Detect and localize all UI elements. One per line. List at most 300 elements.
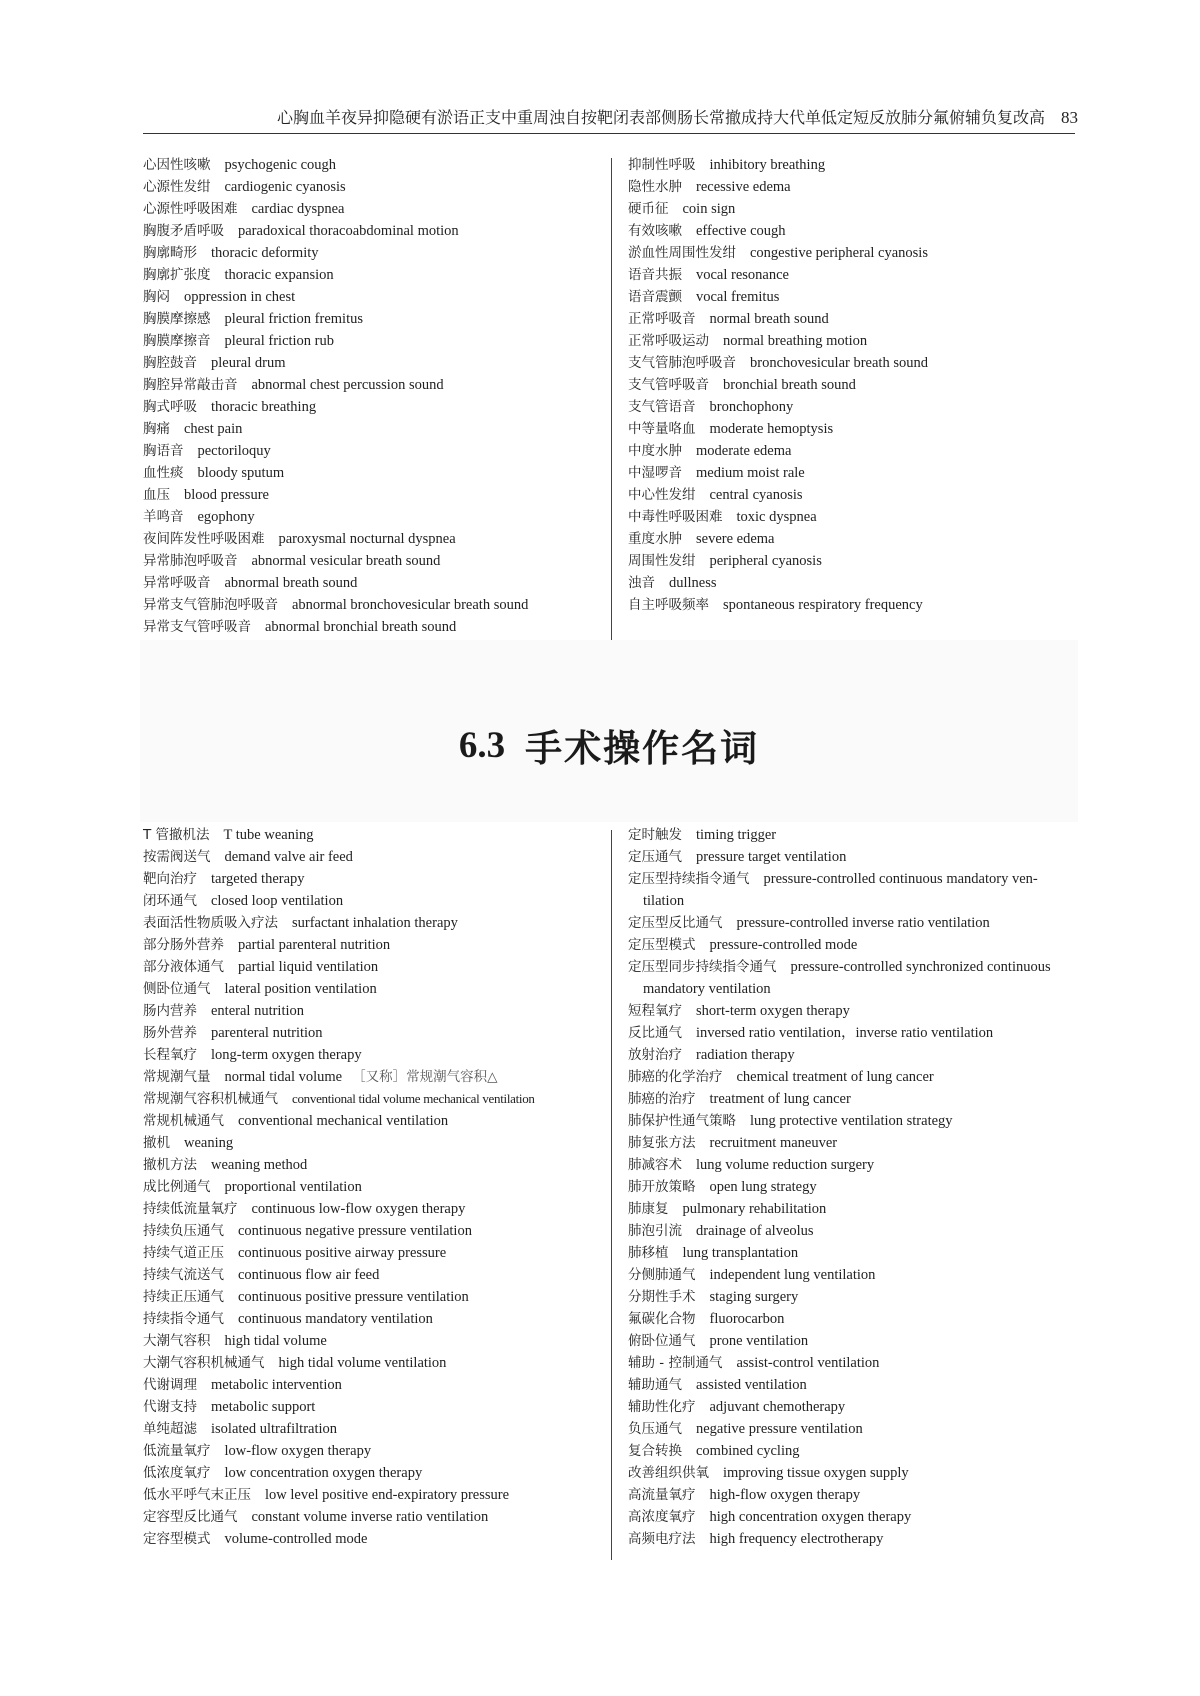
term-chinese: 肺开放策略 [628, 1179, 696, 1195]
glossary-entry [143, 506, 603, 528]
glossary-entry [143, 484, 603, 506]
term-english: pleural drum [211, 355, 286, 371]
term-english: staging surgery [709, 1289, 799, 1305]
glossary-entry [628, 1506, 1075, 1528]
term-english: recessive edema [696, 179, 791, 195]
term-english: psychogenic cough [224, 157, 337, 173]
glossary-column-left [143, 824, 603, 1550]
glossary-entry [628, 1462, 1075, 1484]
term-english: low-flow oxygen therapy [224, 1443, 372, 1459]
term-english: parenteral nutrition [211, 1025, 323, 1041]
glossary-entry [628, 1154, 1075, 1176]
term-english: weaning [184, 1135, 234, 1151]
term-chinese: 侧卧位通气 [143, 981, 211, 997]
term-chinese: 正常呼吸运动 [628, 333, 709, 349]
term-english: pressure-controlled inverse ratio ventilation [736, 915, 990, 931]
term-english: central cyanosis [709, 487, 803, 503]
term-english: dullness [669, 575, 717, 591]
term-english: chemical treatment of lung cancer [736, 1069, 934, 1085]
term-chinese: 持续气流送气 [143, 1267, 224, 1283]
glossary-entry [628, 1374, 1075, 1396]
term-chinese: 撤机方法 [143, 1157, 197, 1173]
term-english: continuous low-flow oxygen therapy [251, 1201, 466, 1217]
glossary-entry [628, 1440, 1075, 1462]
glossary-entry [628, 440, 1075, 462]
term-chinese: 持续低流量氧疗 [143, 1201, 238, 1217]
term-english: constant volume inverse ratio ventilation [251, 1509, 489, 1525]
term-english: lung volume reduction surgery [696, 1157, 875, 1173]
term-english: radiation therapy [696, 1047, 795, 1063]
term-english: independent lung ventilation [709, 1267, 876, 1283]
term-chinese: 正常呼吸音 [628, 311, 696, 327]
term-chinese: 短程氧疗 [628, 1003, 682, 1019]
term-english: demand valve air feed [224, 849, 353, 865]
glossary-entry [143, 1440, 603, 1462]
glossary-entry [143, 396, 603, 418]
glossary-entry [143, 934, 603, 956]
term-chinese: 辅助性化疗 [628, 1399, 696, 1415]
term-chinese: 胸廓扩张度 [143, 267, 211, 283]
term-english: short-term oxygen therapy [696, 1003, 850, 1019]
term-chinese: 语音共振 [628, 267, 682, 283]
term-english: chest pain [184, 421, 243, 437]
term-chinese: 表面活性物质吸入疗法 [143, 915, 278, 931]
term-english: high frequency electrotherapy [709, 1531, 884, 1547]
term-chinese: 持续负压通气 [143, 1223, 224, 1239]
term-chinese: 抑制性呼吸 [628, 157, 696, 173]
term-chinese: 大潮气容积 [143, 1333, 211, 1349]
term-english: abnormal bronchovesicular breath sound [292, 597, 529, 613]
glossary-entry [628, 264, 1075, 286]
glossary-entry [628, 1484, 1075, 1506]
term-chinese: 定容型模式 [143, 1531, 211, 1547]
glossary-entry [628, 374, 1075, 396]
glossary-entry [143, 1528, 603, 1550]
term-english: bronchovesicular breath sound [750, 355, 928, 371]
term-chinese: 成比例通气 [143, 1179, 211, 1195]
term-chinese: 放射治疗 [628, 1047, 682, 1063]
term-english: assist-control ventilation [736, 1355, 880, 1371]
term-chinese: 闭环通气 [143, 893, 197, 909]
term-english: bloody sputum [197, 465, 285, 481]
glossary-entry [628, 1242, 1075, 1264]
term-english: pleural friction rub [224, 333, 335, 349]
glossary-entry [143, 890, 603, 912]
term-english: open lung strategy [709, 1179, 817, 1195]
term-chinese: 分侧肺通气 [628, 1267, 696, 1283]
term-chinese: 复合转换 [628, 1443, 682, 1459]
term-english: bronchophony [709, 399, 794, 415]
glossary-entry [143, 1286, 603, 1308]
term-english: targeted therapy [211, 871, 305, 887]
glossary-entry [628, 1198, 1075, 1220]
glossary-entry [143, 1484, 603, 1506]
glossary-entry [628, 824, 1075, 846]
glossary-entry [143, 550, 603, 572]
glossary-entry [143, 352, 603, 374]
term-chinese: 有效咳嗽 [628, 223, 682, 239]
term-english: adjuvant chemotherapy [709, 1399, 846, 1415]
term-chinese: 部分液体通气 [143, 959, 224, 975]
term-chinese: 胸语音 [143, 443, 184, 459]
term-chinese: 辅助通气 [628, 1377, 682, 1393]
glossary-entry [143, 198, 603, 220]
glossary-entry [628, 1176, 1075, 1198]
term-english-continuation: mandatory ventilation [643, 981, 771, 997]
term-chinese: 常规潮气量 [143, 1069, 211, 1085]
header-rule [143, 133, 1075, 134]
term-english: low concentration oxygen therapy [224, 1465, 423, 1481]
term-english: normal breathing motion [723, 333, 868, 349]
term-english: prone ventilation [709, 1333, 809, 1349]
term-chinese: 定时触发 [628, 827, 682, 843]
column-divider [611, 830, 612, 1560]
glossary-entry [628, 220, 1075, 242]
glossary-entry [143, 264, 603, 286]
term-chinese: 硬币征 [628, 201, 669, 217]
glossary-entry [143, 912, 603, 934]
term-chinese: 改善组织供氧 [628, 1465, 709, 1481]
term-english: metabolic support [211, 1399, 316, 1415]
term-chinese: 胸痛 [143, 421, 170, 437]
glossary-entry [143, 1088, 603, 1110]
term-chinese: 低流量氧疗 [143, 1443, 211, 1459]
glossary-column-right [628, 154, 1075, 616]
column-divider [611, 158, 612, 640]
term-english: treatment of lung cancer [709, 1091, 851, 1107]
term-chinese: 高流量氧疗 [628, 1487, 696, 1503]
glossary-entry [143, 308, 603, 330]
term-english: assisted ventilation [696, 1377, 807, 1393]
term-chinese: 持续指令通气 [143, 1311, 224, 1327]
term-chinese: 肺移植 [628, 1245, 669, 1261]
term-chinese: T 管撤机法 [143, 827, 210, 843]
term-english: partial liquid ventilation [238, 959, 379, 975]
term-english: moderate hemoptysis [709, 421, 834, 437]
term-english: severe edema [696, 531, 775, 547]
term-english: high tidal volume ventilation [278, 1355, 447, 1371]
glossary-entry [628, 484, 1075, 506]
glossary-entry [143, 286, 603, 308]
glossary-entry [143, 374, 603, 396]
term-english: thoracic deformity [211, 245, 319, 261]
term-chinese: 胸腹矛盾呼吸 [143, 223, 224, 239]
term-english: pressure-controlled continuous mandatory ven- [763, 871, 1038, 887]
term-english: congestive peripheral cyanosis [750, 245, 928, 261]
glossary-entry [143, 154, 603, 176]
glossary-entry [143, 1066, 603, 1088]
term-english: lung transplantation [682, 1245, 799, 1261]
term-english: lateral position ventilation [224, 981, 377, 997]
glossary-entry [628, 176, 1075, 198]
glossary-entry [143, 572, 603, 594]
glossary-entry [628, 1308, 1075, 1330]
term-english: recruitment maneuver [709, 1135, 838, 1151]
term-english: medium moist rale [696, 465, 805, 481]
term-chinese: 肺康复 [628, 1201, 669, 1217]
term-english: pressure-controlled synchronized continuous [790, 959, 1051, 975]
term-english: metabolic intervention [211, 1377, 342, 1393]
term-english: T tube weaning [223, 827, 314, 843]
term-english: conventional mechanical ventilation [238, 1113, 449, 1129]
term-chinese: 中湿啰音 [628, 465, 682, 481]
term-english: normal breath sound [709, 311, 829, 327]
glossary-entry [628, 154, 1075, 176]
glossary-entry [628, 1000, 1075, 1022]
term-english: improving tissue oxygen supply [723, 1465, 909, 1481]
glossary-entry [628, 1528, 1075, 1550]
term-chinese: 中度水肿 [628, 443, 682, 459]
term-english: effective cough [696, 223, 786, 239]
glossary-entry [628, 1088, 1075, 1110]
glossary-entry [628, 1132, 1075, 1154]
term-chinese: 高浓度氧疗 [628, 1509, 696, 1525]
term-chinese: 支气管语音 [628, 399, 696, 415]
term-english: vocal resonance [696, 267, 789, 283]
glossary-entry [628, 1220, 1075, 1242]
glossary-entry [143, 1352, 603, 1374]
term-english: proportional ventilation [224, 1179, 362, 1195]
glossary-entry [143, 616, 603, 638]
term-english: drainage of alveolus [696, 1223, 814, 1239]
glossary-entry [143, 1198, 603, 1220]
term-english: moderate edema [696, 443, 792, 459]
glossary-entry [628, 1066, 1075, 1088]
term-chinese: 高频电疗法 [628, 1531, 696, 1547]
glossary-entry [143, 1418, 603, 1440]
term-chinese: 胸廓畸形 [143, 245, 197, 261]
glossary-entry [628, 308, 1075, 330]
glossary-entry [628, 550, 1075, 572]
term-chinese: 重度水肿 [628, 531, 682, 547]
term-chinese: 俯卧位通气 [628, 1333, 696, 1349]
term-chinese: 肺减容术 [628, 1157, 682, 1173]
term-english: inversed ratio ventilation，inverse ratio ventilation [696, 1025, 994, 1041]
term-english: paradoxical thoracoabdominal motion [238, 223, 459, 239]
term-chinese: 异常支气管呼吸音 [143, 619, 251, 635]
term-chinese: 常规潮气容积机械通气 [143, 1091, 278, 1107]
glossary-entry [628, 594, 1075, 616]
term-chinese: 定压通气 [628, 849, 682, 865]
term-chinese: 自主呼吸频率 [628, 597, 709, 613]
glossary-entry [628, 352, 1075, 374]
term-english: egophony [197, 509, 255, 525]
term-english: cardiogenic cyanosis [224, 179, 346, 195]
term-chinese: 常规机械通气 [143, 1113, 224, 1129]
section-title: 手术操作名词 [525, 726, 760, 770]
glossary-column-left [143, 154, 603, 638]
term-chinese: 肺保护性通气策略 [628, 1113, 736, 1129]
glossary-entry [628, 1418, 1075, 1440]
glossary-entry [143, 1132, 603, 1154]
term-chinese: 浊音 [628, 575, 655, 591]
glossary-entry [628, 1352, 1075, 1374]
term-chinese: 定压型反比通气 [628, 915, 723, 931]
term-chinese: 血压 [143, 487, 170, 503]
term-chinese: 负压通气 [628, 1421, 682, 1437]
glossary-entry [143, 220, 603, 242]
term-chinese: 肺泡引流 [628, 1223, 682, 1239]
glossary-entry [143, 1242, 603, 1264]
term-english: inhibitory breathing [709, 157, 826, 173]
term-chinese: 支气管肺泡呼吸音 [628, 355, 736, 371]
term-english: conventional tidal volume mechanical ventilation [292, 1091, 535, 1106]
term-chinese: 分期性手术 [628, 1289, 696, 1305]
glossary-entry [143, 846, 603, 868]
term-chinese: 胸腔异常敲击音 [143, 377, 238, 393]
glossary-entry [628, 506, 1075, 528]
term-chinese: 肠内营养 [143, 1003, 197, 1019]
term-chinese: 定压型模式 [628, 937, 696, 953]
glossary-entry [143, 330, 603, 352]
glossary-entry [143, 1176, 603, 1198]
glossary-entry [628, 528, 1075, 550]
glossary-entry [628, 330, 1075, 352]
term-chinese: 持续正压通气 [143, 1289, 224, 1305]
glossary-entry [628, 868, 1075, 912]
glossary-entry [628, 1264, 1075, 1286]
term-chinese: 心源性发绀 [143, 179, 211, 195]
term-english: pressure-controlled mode [709, 937, 858, 953]
term-chinese: 肠外营养 [143, 1025, 197, 1041]
term-english: surfactant inhalation therapy [292, 915, 458, 931]
term-chinese: 胸腔鼓音 [143, 355, 197, 371]
term-chinese: 代谢支持 [143, 1399, 197, 1415]
glossary-entry [628, 396, 1075, 418]
term-chinese: 血性痰 [143, 465, 184, 481]
term-chinese: 夜间阵发性呼吸困难 [143, 531, 265, 547]
glossary-entry [143, 418, 603, 440]
term-chinese: 异常支气管肺泡呼吸音 [143, 597, 278, 613]
glossary-entry [143, 1110, 603, 1132]
term-chinese: 异常肺泡呼吸音 [143, 553, 238, 569]
term-chinese: 胸闷 [143, 289, 170, 305]
term-english: thoracic expansion [224, 267, 334, 283]
term-chinese: 氟碳化合物 [628, 1311, 696, 1327]
glossary-entry [628, 1110, 1075, 1132]
glossary-entry [143, 1330, 603, 1352]
term-english: thoracic breathing [211, 399, 317, 415]
term-chinese: 肺癌的化学治疗 [628, 1069, 723, 1085]
term-english: high tidal volume [224, 1333, 327, 1349]
glossary-column-right [628, 824, 1075, 1550]
term-english: lung protective ventilation strategy [750, 1113, 953, 1129]
term-chinese: 淤血性周围性发绀 [628, 245, 736, 261]
term-chinese: 肺复张方法 [628, 1135, 696, 1151]
term-chinese: 胸膜摩擦音 [143, 333, 211, 349]
term-english: continuous mandatory ventilation [238, 1311, 433, 1327]
section-heading [143, 720, 1075, 770]
term-chinese: 持续气道正压 [143, 1245, 224, 1261]
term-chinese: 部分肠外营养 [143, 937, 224, 953]
term-english: toxic dyspnea [736, 509, 817, 525]
running-header-title: 心胸血羊夜异抑隐硬有淤语正支中重周浊自按靶闭表部侧肠长常撤成持大代单低定短反放肺分氟俯辅负复改高 [276, 108, 1045, 127]
glossary-entry [628, 1044, 1075, 1066]
term-english: paroxysmal nocturnal dyspnea [278, 531, 456, 547]
term-chinese: 低水平呼气末正压 [143, 1487, 251, 1503]
term-english: timing trigger [696, 827, 777, 843]
glossary-entry [628, 418, 1075, 440]
term-english: continuous positive pressure ventilation [238, 1289, 469, 1305]
term-english: abnormal breath sound [224, 575, 358, 591]
term-chinese: 定压型持续指令通气 [628, 871, 750, 887]
term-chinese: 中毒性呼吸困难 [628, 509, 723, 525]
glossary-entry [143, 1044, 603, 1066]
term-chinese: 肺癌的治疗 [628, 1091, 696, 1107]
glossary-entry [628, 934, 1075, 956]
glossary-entry [628, 462, 1075, 484]
glossary-entry [143, 868, 603, 890]
term-english: pulmonary rehabilitation [682, 1201, 827, 1217]
term-chinese: 羊鸣音 [143, 509, 184, 525]
glossary-entry [628, 1022, 1075, 1044]
term-chinese: 周围性发绀 [628, 553, 696, 569]
term-english-continuation: tilation [643, 893, 685, 909]
term-chinese: 辅助 - 控制通气 [628, 1355, 723, 1371]
term-chinese: 中心性发绀 [628, 487, 696, 503]
term-chinese: 异常呼吸音 [143, 575, 211, 591]
glossary-entry [143, 1022, 603, 1044]
term-chinese: 靶向治疗 [143, 871, 197, 887]
term-english: combined cycling [696, 1443, 800, 1459]
section-number: 6.3 [458, 724, 506, 766]
term-english: oppression in chest [184, 289, 296, 305]
term-english: low level positive end-expiratory pressure [265, 1487, 510, 1503]
glossary-entry [143, 462, 603, 484]
term-english: high-flow oxygen therapy [709, 1487, 861, 1503]
term-chinese: 支气管呼吸音 [628, 377, 709, 393]
term-english: continuous negative pressure ventilation [238, 1223, 472, 1239]
term-english: normal tidal volume [224, 1069, 343, 1085]
term-english: closed loop ventilation [211, 893, 344, 909]
term-english: partial parenteral nutrition [238, 937, 391, 953]
glossary-entry [628, 1330, 1075, 1352]
glossary-entry [143, 594, 603, 616]
glossary-entry [628, 912, 1075, 934]
term-english: continuous flow air feed [238, 1267, 380, 1283]
term-english: volume-controlled mode [224, 1531, 368, 1547]
term-english: fluorocarbon [709, 1311, 785, 1327]
term-chinese: 撤机 [143, 1135, 170, 1151]
term-english: abnormal vesicular breath sound [251, 553, 441, 569]
term-english: vocal fremitus [696, 289, 780, 305]
term-chinese: 长程氧疗 [143, 1047, 197, 1063]
page-number: 83 [1061, 108, 1078, 127]
term-chinese: 反比通气 [628, 1025, 682, 1041]
glossary-entry [628, 286, 1075, 308]
glossary-entry [143, 1000, 603, 1022]
term-chinese: 定压型同步持续指令通气 [628, 959, 777, 975]
glossary-entry [143, 176, 603, 198]
glossary-entry [628, 1396, 1075, 1418]
term-alias: ［又称］常规潮气容积△ [352, 1069, 498, 1085]
glossary-entry [628, 956, 1075, 1000]
term-chinese: 定容型反比通气 [143, 1509, 238, 1525]
glossary-entry [143, 1308, 603, 1330]
term-chinese: 中等量咯血 [628, 421, 696, 437]
term-english: blood pressure [184, 487, 269, 503]
glossary-entry [143, 1462, 603, 1484]
term-english: peripheral cyanosis [709, 553, 822, 569]
term-english: long-term oxygen therapy [211, 1047, 362, 1063]
glossary-entry [143, 528, 603, 550]
term-english: high concentration oxygen therapy [709, 1509, 912, 1525]
glossary-entry [628, 242, 1075, 264]
term-chinese: 按需阀送气 [143, 849, 211, 865]
term-chinese: 胸膜摩擦感 [143, 311, 211, 327]
term-chinese: 胸式呼吸 [143, 399, 197, 415]
glossary-entry [143, 440, 603, 462]
